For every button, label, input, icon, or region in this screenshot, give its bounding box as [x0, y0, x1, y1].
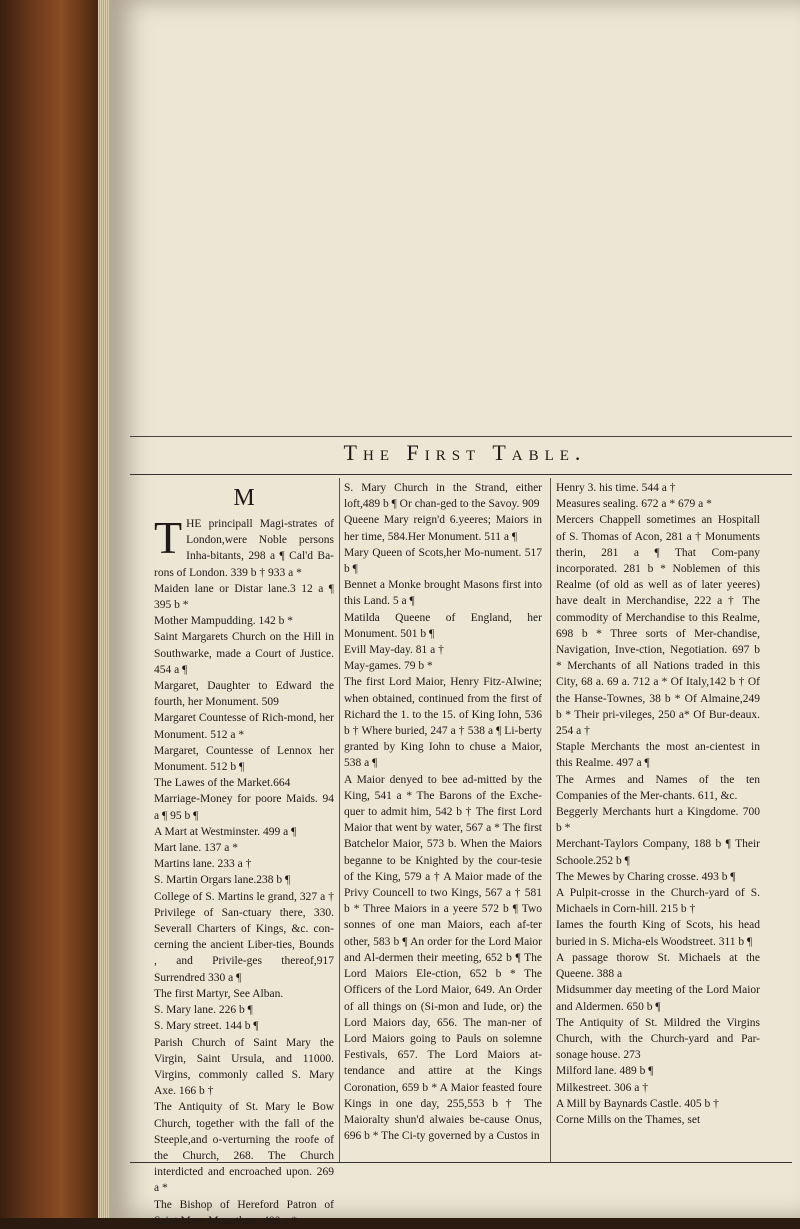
index-entry: The Bishop of Hereford Patron of Saint Mary Mounthaw. 400 a *: [154, 1198, 334, 1227]
book-page: [110, 0, 800, 1227]
index-entry: A passage thorow St. Michaels at the Queene. 388 a: [556, 951, 760, 981]
index-entry: Beggerly Merchants hurt a Kingdome. 700 b *: [556, 806, 760, 835]
index-entry: Marriage-Money for poore Maids. 94 a ¶ 95 b ¶: [154, 793, 334, 822]
index-entry: The first Lord Maior, Henry Fitz-Alwine; when obtained, continued from the first of Richard the 1. to the 15. of King Iohn, 536 b † Where buried, 247 a † 538 a ¶ Li-berty granted by King Iohn to chuse a Maior, 538 a ¶: [344, 676, 542, 770]
index-entry: [154, 512, 334, 581]
index-entry: Margaret Countesse of Rich-mond, her Monument. 512 a *: [154, 712, 334, 741]
index-entry: Measures sealing. 672 a * 679 a *: [556, 498, 712, 511]
index-entry: Maiden lane or Distar lane.3 12 a ¶ 395 b *: [154, 582, 334, 612]
index-entry-text: HE principall Magi-strates of London,were Noble persons Inha-bitants, 298 a ¶ Cal'd Ba-rons of London. 339 b † 933 a *: [154, 518, 334, 579]
index-entry: Mercers Chappell sometimes an Hospitall of S. Thomas of Acon, 281 a † Monuments therin, 281 a ¶ That Com-pany incorporated. 281 b * Noblemen of this Realme (of old as well as of later yeeres) have dealt in Merchandise, 222 a † The commodity of Merchandise to this Realme, 698 b * Three sorts of Mer-chandise, Navigation, Inve-ction, Negotiation. 697 b * Merchants of all Nations traded in this City, 68 a. 69 a. 712 a * Of Italy,142 b † Of the Hanse-Townes, 38 b * Of Almaine,249 b * Their pri-vileges, 250 a* Of Bur-deaux. 254 a †: [556, 514, 760, 738]
index-entry: Staple Merchants the most an-cientest in this Realme. 497 a ¶: [556, 741, 760, 770]
index-entry: Mary Queen of Scots,her Mo-nument. 517 b ¶: [344, 546, 542, 576]
index-entry: S. Mary lane. 226 b ¶: [154, 1004, 253, 1017]
index-entry: Mother Mampudding. 142 b *: [154, 615, 293, 628]
index-entry: Bennet a Monke brought Masons first into this Land. 5 a ¶: [344, 579, 542, 608]
index-entry: Parish Church of Saint Mary the Virgin, Saint Ursula, and 11000. Virgins, commonly called S. Mary Axe. 166 b †: [154, 1036, 334, 1098]
index-entry: Evill May-day. 81 a †: [344, 644, 444, 657]
index-entry: A Mart at Westminster. 499 a ¶: [154, 825, 297, 838]
index-entry: Queene Mary reign'd 6.yeeres; Maiors in her time, 584.Her Monument. 511 a ¶: [344, 514, 542, 543]
top-rule: [130, 436, 792, 437]
index-entry: Corne Mills on the Thames, set: [556, 1113, 701, 1126]
index-entry: Margaret, Daughter to Edward the fourth, her Monument. 509: [154, 680, 334, 709]
column-separator: [550, 478, 551, 1162]
index-entry: Merchant-Taylors Company, 188 b ¶ Their Schoole.252 b ¶: [556, 838, 760, 867]
index-entry: Martins lane. 233 a †: [154, 858, 252, 871]
index-column-1: [154, 480, 334, 1227]
book-binding: [0, 0, 112, 1218]
index-entry: Midsummer day meeting of the Lord Maior and Aldermen. 650 b ¶: [556, 984, 760, 1013]
drop-cap: T: [154, 512, 183, 563]
index-entry: S. Mary Church in the Strand, either loft,489 b ¶ Or chan-ged to the Savoy. 909: [344, 482, 542, 511]
index-entry: The Armes and Names of the ten Companies of the Mer-chants. 611, &c.: [556, 773, 760, 802]
index-column-3: [556, 480, 760, 1160]
index-entry: College of S. Martins le grand, 327 a † Privilege of San-ctuary there, 330. Severall Charters of Kings, &c. con-cerning the ancient Liber-ties, Bounds , and Privile-ges thereof,917 Surrendred 330 a ¶: [154, 890, 334, 984]
index-entry: The first Martyr, See Alban.: [154, 987, 284, 1000]
header-rule: [130, 474, 792, 475]
index-entry: Mart lane. 137 a *: [154, 842, 238, 855]
index-entry: Margaret, Countesse of Lennox her Monument. 512 b ¶: [154, 744, 334, 774]
page-header: The First Table.: [343, 440, 587, 465]
index-entry: Milkestreet. 306 a †: [556, 1081, 648, 1094]
index-column-2: [344, 480, 542, 1160]
index-entry: S. Martin Orgars lane.238 b ¶: [154, 874, 291, 887]
index-entry: The Lawes of the Market.664: [154, 777, 291, 790]
index-entry: A Mill by Baynards Castle. 405 b †: [556, 1097, 719, 1110]
index-entry: Iames the fourth King of Scots, his head buried in S. Micha-els Woodstreet. 311 b ¶: [556, 919, 760, 948]
index-entry: Milford lane. 489 b ¶: [556, 1065, 654, 1078]
section-letter: M: [233, 485, 255, 511]
index-entry: Henry 3. his time. 544 a †: [556, 482, 676, 494]
index-entry: May-games. 79 b *: [344, 660, 433, 673]
index-entry: S. Mary street. 144 b ¶: [154, 1020, 259, 1033]
column-separator: [339, 478, 340, 1162]
index-entry: The Antiquity of St. Mildred the Virgins Church, with the Church-yard and Par-sonage house. 273: [556, 1016, 760, 1062]
index-entry: A Maior denyed to bee ad-mitted by the King, 541 a * The Barons of the Exche-quer to admit him, 542 b † The first Lord Maior that went by water, 567 a * The first Batchelor Maior, 573 b. When the Maiors beganne to be Knighted by the cour-tesie of the King, 579 a † A Maior made of the Privy Councell to two Kings, 567 a † 581 b * Three Maiors in a yeere 572 b ¶ Two sonnes of one man Maiors, each af-ter other, 583 b ¶ An order for the Lord Maior and Al-dermen their meeting, 652 b ¶ The Lord Maiors Ele-ction, 652 b * The Officers of the Lord Maior, 649. An Order of all things on (Si-mon and Iude, or) the Lord Maiors day, 656. The man-ner of Lord Maiors going to Pauls on solemne Festivals, 657. The Lord Maiors at-tendance and attire at the Kings Coronation, 659 b * A Maior feasted foure Kings in one day, 255,553 b † The Maioralty shun'd alwaies be-cause Onus, 696 b * The Ci-ty governed by a Custos in: [344, 773, 542, 1143]
index-entry: Matilda Queene of England, her Monument. 501 b ¶: [344, 611, 542, 640]
index-entry: A Pulpit-crosse in the Church-yard of S. Michaels in Corn-hill. 215 b †: [556, 887, 760, 916]
index-entry: The Antiquity of St. Mary le Bow Church, together with the fall of the Steeple,and o-verturning the roofe of the Church, 268. The Church interdicted and encroached upon. 269 a *: [154, 1101, 334, 1195]
bottom-rule: [130, 1162, 792, 1163]
index-entry: Saint Margarets Church on the Hill in Southwarke, made a Court of Justice. 454 a ¶: [154, 631, 334, 676]
index-entry: The Mewes by Charing crosse. 493 b ¶: [556, 870, 736, 883]
